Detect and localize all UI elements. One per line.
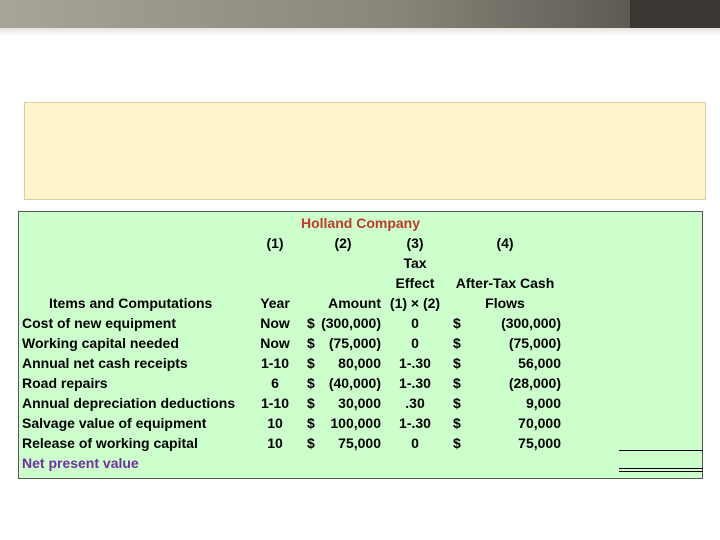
row-label: Working capital needed — [22, 335, 179, 351]
row-amount: 100,000 — [330, 415, 381, 431]
row-label: Annual net cash receipts — [22, 355, 188, 371]
row-after-tax-flow: 70,000 — [518, 415, 561, 431]
row-dollar-flow: $ — [453, 315, 461, 331]
row-dollar-flow: $ — [453, 395, 461, 411]
row-dollar: $ — [307, 375, 315, 391]
row-label: Annual depreciation deductions — [22, 395, 236, 411]
row-after-tax-flow: (75,000) — [508, 335, 561, 351]
row-label: Road repairs — [22, 375, 108, 391]
row-label: Salvage value of equipment — [22, 415, 207, 431]
row-tax-effect: 1-.30 — [399, 375, 431, 391]
header-amount: Amount — [328, 295, 381, 311]
table-row — [19, 393, 702, 413]
row-tax-effect: 0 — [411, 335, 419, 351]
header-tax-line3: (1) × (2) — [389, 295, 441, 311]
row-dollar: $ — [307, 315, 315, 331]
column-number-row — [19, 233, 702, 253]
row-tax-effect: 1-.30 — [399, 415, 431, 431]
total-underline — [619, 450, 703, 451]
row-year: 1-10 — [260, 395, 290, 411]
table-row — [19, 373, 702, 393]
header-tax-line2: Effect — [395, 275, 435, 291]
empty-text-box — [24, 102, 706, 200]
row-dollar: $ — [307, 335, 315, 351]
row-after-tax-flow: 56,000 — [518, 355, 561, 371]
row-year: 10 — [267, 435, 283, 451]
row-amount: (75,000) — [328, 335, 381, 351]
slide-top-bar — [0, 0, 720, 28]
header-row-1 — [19, 253, 702, 273]
row-year: Now — [260, 315, 290, 331]
col-number-year: (1) — [266, 235, 284, 251]
row-year: 10 — [267, 415, 283, 431]
row-dollar-flow: $ — [453, 335, 461, 351]
row-year: 6 — [271, 375, 279, 391]
table-row — [19, 333, 702, 353]
total-double-underline — [619, 468, 703, 472]
table-title: Holland Company — [300, 215, 420, 231]
row-dollar: $ — [307, 355, 315, 371]
row-after-tax-flow: (300,000) — [501, 315, 561, 331]
slide-top-bar-accent — [630, 0, 720, 28]
header-row-3 — [19, 293, 702, 313]
table-row — [19, 353, 702, 373]
header-row-2 — [19, 273, 702, 293]
row-after-tax-flow: 9,000 — [525, 395, 561, 411]
row-label: Cost of new equipment — [22, 315, 176, 331]
row-amount: (40,000) — [328, 375, 381, 391]
row-amount: 30,000 — [338, 395, 381, 411]
row-tax-effect: 0 — [411, 435, 419, 451]
row-dollar: $ — [307, 435, 315, 451]
row-label: Release of working capital — [22, 435, 198, 451]
row-dollar-flow: $ — [453, 355, 461, 371]
row-tax-effect: .30 — [405, 395, 425, 411]
row-amount: 75,000 — [338, 435, 381, 451]
row-amount: 80,000 — [338, 355, 381, 371]
table-row — [19, 413, 702, 433]
row-after-tax-flow: (28,000) — [508, 375, 561, 391]
holland-company-table — [18, 211, 703, 479]
slide-top-divider — [0, 28, 720, 36]
row-dollar: $ — [307, 415, 315, 431]
header-year: Year — [260, 295, 290, 311]
header-flow-line2: Flows — [485, 295, 525, 311]
col-number-tax: (3) — [406, 235, 424, 251]
row-dollar-flow: $ — [453, 375, 461, 391]
row-tax-effect: 1-.30 — [399, 355, 431, 371]
header-items: Items and Computations — [49, 295, 213, 311]
header-flow-line1: After-Tax Cash — [455, 275, 555, 291]
table-row — [19, 433, 702, 453]
header-tax-line1: Tax — [403, 255, 427, 271]
row-after-tax-flow: 75,000 — [518, 435, 561, 451]
row-dollar-flow: $ — [453, 415, 461, 431]
row-dollar-flow: $ — [453, 435, 461, 451]
col-number-flow: (4) — [496, 235, 514, 251]
row-year: Now — [260, 335, 290, 351]
row-amount: (300,000) — [321, 315, 381, 331]
row-tax-effect: 0 — [411, 315, 419, 331]
row-dollar: $ — [307, 395, 315, 411]
net-present-value-label: Net present value — [22, 455, 139, 471]
table-title-row — [19, 213, 702, 233]
col-number-amount: (2) — [334, 235, 352, 251]
table-row — [19, 313, 702, 333]
row-year: 1-10 — [260, 355, 290, 371]
net-present-value-row — [19, 453, 702, 473]
